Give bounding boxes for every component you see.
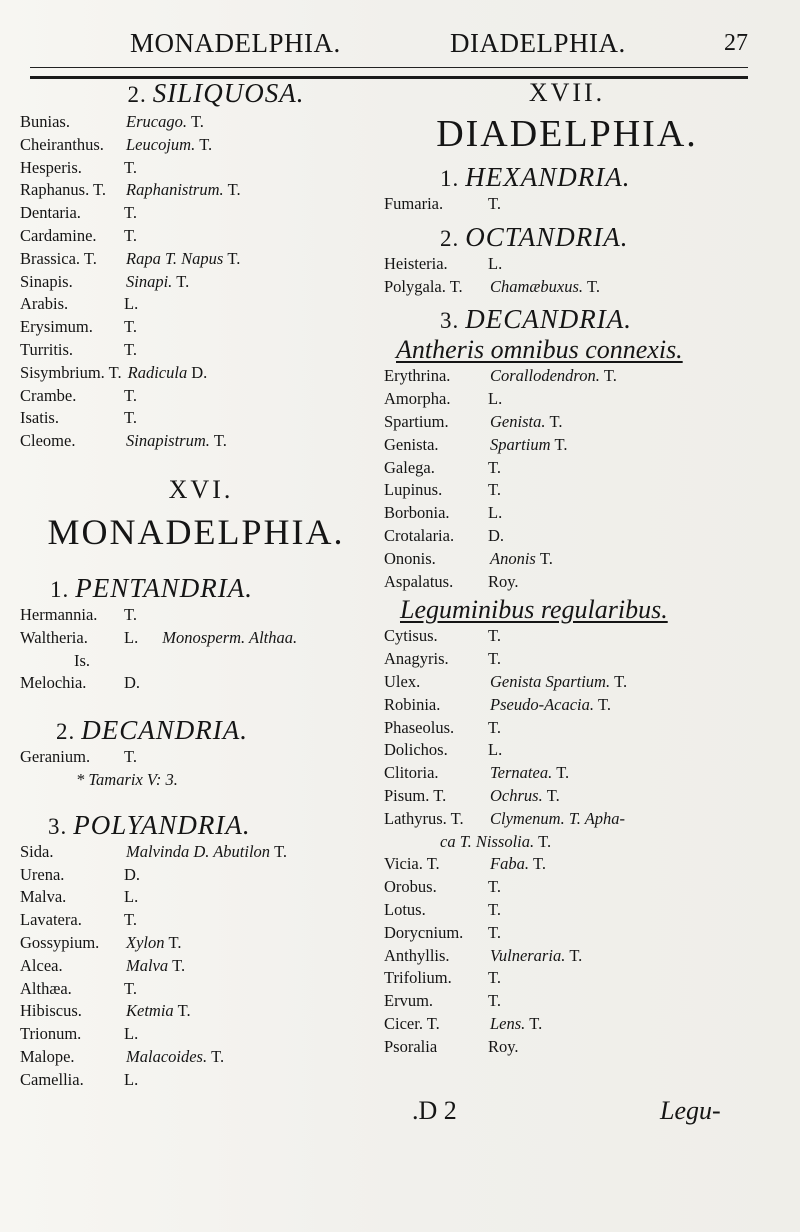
- order-number: 2.: [440, 225, 460, 251]
- authority: T.: [177, 1001, 191, 1021]
- synonym: Spartium: [490, 434, 551, 454]
- subheading-leguminibus: Leguminibus regularibus.: [400, 595, 668, 625]
- authority: T.: [124, 408, 137, 428]
- genus-name: Melochia.: [20, 673, 87, 693]
- genus-entry: [384, 571, 750, 594]
- genus-entry: [384, 502, 750, 525]
- genus-list-pentandria: [20, 604, 372, 695]
- page-number: 27: [724, 30, 748, 56]
- genus-name: Ervum.: [384, 991, 434, 1011]
- authority: T.: [556, 763, 570, 783]
- authority: T.: [227, 180, 241, 200]
- genus-name: Trionum.: [20, 1024, 82, 1044]
- genus-name: Alcea.: [20, 955, 63, 975]
- authority: D.: [191, 362, 208, 382]
- genus-entry: [20, 202, 372, 225]
- genus-list-polyandria: [20, 841, 372, 1092]
- subheading-antheris: Antheris omnibus connexis.: [396, 335, 683, 365]
- synonym: Raphanistrum.: [126, 180, 224, 200]
- genus-entry: [20, 111, 372, 134]
- synonym: Sinapi.: [126, 271, 173, 291]
- genus-name: Trifolium.: [384, 968, 452, 988]
- authority: T.: [569, 945, 583, 965]
- genus-entry: [384, 990, 750, 1013]
- genus-entry: [384, 899, 750, 922]
- authority: T.: [488, 899, 501, 919]
- synonym: Chamæbuxus.: [490, 276, 584, 296]
- genus-list-octandria: [384, 253, 750, 299]
- synonym: Clymenum. T. Apha-: [490, 808, 626, 828]
- genus-entry: [384, 193, 750, 216]
- authority: T.: [488, 649, 501, 669]
- genus-name: Lathyrus. T.: [384, 808, 464, 828]
- authority: T.: [488, 922, 501, 942]
- order-number: 1.: [50, 576, 70, 602]
- order-number: 3.: [48, 813, 68, 839]
- order-heading-pentandria: [20, 573, 372, 604]
- genus-name: Cytisus.: [384, 626, 438, 646]
- genus-entry: [384, 525, 750, 548]
- authority: T.: [549, 411, 563, 431]
- genus-name: Lupinus.: [384, 480, 443, 500]
- genus-name: Sisymbrium. T.: [20, 362, 122, 382]
- authority: D.: [488, 525, 505, 545]
- genus-name: Waltheria.: [20, 627, 88, 647]
- authority: T.: [168, 932, 182, 952]
- genus-entry: [384, 648, 750, 671]
- synonym: Leucojum.: [126, 134, 196, 154]
- genus-name: Erysimum.: [20, 317, 93, 337]
- authority: L.: [124, 1069, 139, 1089]
- authority: L.: [124, 627, 139, 647]
- genus-name: Phaseolus.: [384, 717, 455, 737]
- authority: T.: [124, 203, 137, 223]
- order-number: 1.: [440, 166, 460, 191]
- class-name: MONADELPHIA.: [47, 511, 345, 552]
- genus-entry: [384, 388, 750, 411]
- genus-name: Cardamine.: [20, 225, 97, 245]
- genus-name: Malope.: [20, 1046, 75, 1066]
- genus-entry: [20, 1046, 372, 1069]
- genus-entry: [20, 864, 372, 887]
- authority: T.: [213, 431, 227, 451]
- genus-name: Clitoria.: [384, 763, 439, 783]
- genus-entry: [384, 876, 750, 899]
- authority: T.: [227, 248, 241, 268]
- genus-entry: [20, 316, 372, 339]
- genus-entry: [20, 1000, 372, 1023]
- genus-name: Erythrina.: [384, 366, 451, 386]
- authority: T.: [124, 317, 137, 337]
- genus-entry: [384, 762, 750, 785]
- order-title: DECANDRIA.: [465, 304, 632, 335]
- genus-name: Fumaria.: [384, 194, 444, 213]
- genus-name: Ononis.: [384, 548, 436, 568]
- catchword: Legu-: [660, 1096, 721, 1125]
- genus-name: Raphanus. T.: [20, 180, 107, 200]
- genus-entry: [384, 411, 750, 434]
- authority: L.: [488, 253, 503, 273]
- genus-entry: [20, 248, 372, 271]
- genus-entry: [384, 1036, 750, 1059]
- genus-name: Lavatera.: [20, 910, 82, 930]
- genus-entry: [20, 385, 372, 408]
- genus-entry: [20, 978, 372, 1001]
- order-heading-decandria-left: [20, 715, 372, 746]
- authority: T.: [488, 991, 501, 1011]
- order-title: DECANDRIA.: [81, 715, 248, 746]
- authority: L.: [124, 294, 139, 314]
- genus-name: Amorpha.: [384, 389, 451, 409]
- genus-entry: [20, 225, 372, 248]
- authority: T.: [124, 385, 137, 405]
- authority: T.: [539, 548, 553, 568]
- authority: L.: [124, 887, 139, 907]
- order-heading-hexandria: [384, 162, 750, 193]
- genus-entry: [20, 769, 372, 792]
- authority: L.: [488, 740, 503, 760]
- class-numeral: XVI.: [168, 474, 234, 504]
- synonym: Ternatea.: [490, 763, 553, 783]
- genus-entry: [384, 276, 750, 299]
- header-rule: [30, 67, 748, 68]
- synonym: Erucago.: [126, 112, 187, 131]
- genus-entry: [384, 1013, 750, 1036]
- genus-entry: [384, 831, 750, 854]
- genus-name: Polygala. T.: [384, 276, 463, 296]
- authority: Roy.: [488, 1036, 519, 1056]
- genus-name: Robinia.: [384, 694, 441, 714]
- authority: L.: [488, 389, 503, 409]
- genus-name: Bunias.: [20, 112, 70, 131]
- authority: T.: [124, 910, 137, 930]
- genus-entry: [384, 671, 750, 694]
- genus-entry: [384, 479, 750, 502]
- genus-name: Crambe.: [20, 385, 77, 405]
- genus-name: Dentaria.: [20, 203, 81, 223]
- authority: T.: [274, 841, 288, 861]
- synonym: * Tamarix V: 3.: [76, 769, 178, 789]
- genus-name: Spartium.: [384, 411, 449, 431]
- class-numeral: XVII.: [528, 78, 606, 107]
- synonym: ca T. Nissolia.: [440, 831, 535, 851]
- genus-entry: [20, 339, 372, 362]
- authority: T.: [538, 831, 552, 851]
- genus-name: Lotus.: [384, 899, 426, 919]
- genus-name: Hermannia.: [20, 604, 98, 624]
- synonym: Ochrus.: [490, 785, 543, 805]
- genus-entry: [20, 362, 372, 385]
- genus-name: Galega.: [384, 457, 435, 477]
- genus-entry: [20, 650, 372, 673]
- authority: T.: [529, 1013, 543, 1033]
- genus-name: Vicia. T.: [384, 854, 440, 874]
- order-title: POLYANDRIA.: [73, 809, 251, 840]
- synonym: Pseudo-Acacia.: [490, 694, 595, 714]
- genus-name: Hesperis.: [20, 157, 82, 177]
- synonym: Malva: [126, 955, 169, 975]
- synonym-secondary: Monosperm. Althaa.: [162, 627, 298, 647]
- authority: T.: [488, 717, 501, 737]
- genus-name: Cicer. T.: [384, 1013, 440, 1033]
- genus-entry: [384, 945, 750, 968]
- genus-list-decandria-left: [20, 746, 372, 792]
- synonym: Genista.: [490, 411, 546, 431]
- genus-entry: [20, 1023, 372, 1046]
- authority: T.: [211, 1046, 225, 1066]
- genus-name: Orobus.: [384, 877, 437, 897]
- genus-entry: [20, 909, 372, 932]
- authority: T.: [488, 480, 501, 500]
- authority: T.: [199, 134, 213, 154]
- authority: D.: [124, 864, 141, 884]
- genus-name: Arabis.: [20, 294, 69, 314]
- genus-entry: [384, 457, 750, 480]
- genus-name: Turritis.: [20, 339, 74, 359]
- genus-entry: [384, 967, 750, 990]
- genus-name: Sida.: [20, 841, 54, 861]
- genus-entry: [384, 853, 750, 876]
- synonym: Radicula: [127, 362, 188, 382]
- genus-entry: [20, 604, 372, 627]
- genus-entry: [384, 717, 750, 740]
- genus-entry: [20, 293, 372, 316]
- genus-entry: [20, 157, 372, 180]
- genus-name: Borbonia.: [384, 503, 450, 523]
- genus-entry: [20, 271, 372, 294]
- authority: T.: [554, 434, 568, 454]
- order-heading-siliquosa: [20, 78, 372, 109]
- authority: T.: [603, 366, 617, 386]
- genus-entry: [20, 1069, 372, 1092]
- genus-entry: [20, 134, 372, 157]
- genus-entry: [20, 627, 372, 650]
- genus-name: Brassica. T.: [20, 248, 97, 268]
- genus-list-siliquosa: [20, 111, 372, 453]
- right-column: [384, 78, 750, 1059]
- genus-entry: [384, 365, 750, 388]
- header-right-title: DIADELPHIA.: [450, 28, 626, 58]
- genus-entry: [384, 253, 750, 276]
- synonym: Lens.: [490, 1013, 526, 1033]
- genus-entry: [20, 407, 372, 430]
- synonym: Anonis: [490, 548, 536, 568]
- genus-entry: [20, 841, 372, 864]
- genus-entry: [20, 746, 372, 769]
- authority: T.: [124, 604, 137, 624]
- authority: Is.: [74, 650, 91, 670]
- genus-entry: [20, 672, 372, 695]
- authority: T.: [488, 968, 501, 988]
- order-number: 2.: [56, 719, 76, 745]
- authority: L.: [488, 503, 503, 523]
- genus-name: Malva.: [20, 887, 67, 907]
- genus-entry: [384, 785, 750, 808]
- genus-name: Pisum. T.: [384, 785, 447, 805]
- authority: T.: [598, 694, 611, 714]
- authority: T.: [488, 194, 501, 213]
- genus-name: Camellia.: [20, 1069, 84, 1089]
- printer-signature: .D 2: [412, 1096, 457, 1125]
- genus-name: Geranium.: [20, 747, 91, 767]
- authority: T.: [587, 276, 601, 296]
- order-title: HEXANDRIA.: [465, 162, 631, 192]
- genus-name: Gossypium.: [20, 932, 100, 952]
- synonym: Ketmia: [126, 1001, 174, 1021]
- order-heading-polyandria: [20, 810, 372, 841]
- order-title: SILIQUOSA.: [152, 78, 305, 108]
- authority: L.: [124, 1024, 139, 1044]
- genus-entry: [384, 434, 750, 457]
- genus-entry: [384, 694, 750, 717]
- authority: T.: [190, 112, 204, 131]
- authority: T.: [546, 785, 560, 805]
- genus-entry: [20, 955, 372, 978]
- genus-name: Anagyris.: [384, 649, 449, 669]
- genus-entry: [20, 932, 372, 955]
- authority: T.: [172, 955, 186, 975]
- genus-name: Ulex.: [384, 671, 421, 691]
- left-column: [20, 78, 372, 1092]
- genus-name: Cleome.: [20, 431, 76, 451]
- running-header: [30, 26, 748, 79]
- genus-entry: [20, 886, 372, 909]
- authority: T.: [614, 671, 628, 691]
- genus-name: Isatis.: [20, 408, 59, 428]
- genus-name: Heisteria.: [384, 253, 448, 273]
- authority: T.: [124, 339, 137, 359]
- authority: D.: [124, 673, 141, 693]
- authority: T.: [176, 271, 190, 291]
- order-number: 3.: [440, 308, 460, 334]
- genus-name: Dolichos.: [384, 740, 448, 760]
- synonym: Corallodendron.: [490, 366, 600, 386]
- genus-name: Althæa.: [20, 978, 72, 998]
- genus-entry: [384, 739, 750, 762]
- synonym: Sinapistrum.: [126, 431, 210, 451]
- genus-entry: [384, 808, 750, 831]
- genus-list-decandria-right: [384, 365, 750, 593]
- order-heading-decandria-right: [384, 304, 750, 335]
- authority: Roy.: [488, 571, 519, 591]
- authority: T.: [124, 978, 137, 998]
- genus-name: Anthyllis.: [384, 945, 450, 965]
- order-heading-octandria: [384, 222, 750, 253]
- synonym: Faba.: [490, 854, 529, 874]
- genus-name: Dorycnium.: [384, 922, 464, 942]
- genus-name: Genista.: [384, 434, 439, 454]
- genus-list-leguminibus: [384, 625, 750, 1058]
- order-number: 2.: [127, 82, 147, 107]
- genus-name: Hibiscus.: [20, 1001, 82, 1021]
- genus-name: Cheiranthus.: [20, 134, 104, 154]
- authority: T.: [488, 457, 501, 477]
- genus-entry: [20, 179, 372, 202]
- authority: T.: [124, 157, 137, 177]
- genus-entry: [20, 430, 372, 453]
- genus-name: Crotalaria.: [384, 525, 455, 545]
- genus-entry: [384, 548, 750, 571]
- genus-entry: [384, 922, 750, 945]
- order-title: PENTANDRIA.: [75, 572, 253, 603]
- authority: T.: [124, 225, 137, 245]
- genus-list-hexandria: [384, 193, 750, 216]
- genus-name: Urena.: [20, 864, 65, 884]
- synonym: Rapa T. Napus: [126, 248, 224, 268]
- order-title: OCTANDRIA.: [465, 221, 629, 252]
- synonym: Vulneraria.: [490, 945, 566, 965]
- genus-name: Sinapis.: [20, 271, 73, 291]
- class-name: DIADELPHIA.: [436, 113, 698, 155]
- authority: T.: [532, 854, 546, 874]
- authority: T.: [488, 877, 501, 897]
- authority: T.: [124, 747, 137, 767]
- genus-entry: [384, 625, 750, 648]
- synonym: Malvinda D. Abutilon: [126, 841, 271, 861]
- synonym: Genista Spartium.: [490, 671, 611, 691]
- header-left-title: MONADELPHIA.: [130, 28, 341, 58]
- authority: T.: [488, 626, 501, 646]
- genus-name: Psoralia: [384, 1036, 438, 1056]
- genus-name: Aspalatus.: [384, 571, 454, 591]
- synonym: Xylon: [126, 932, 165, 952]
- synonym: Malacoides.: [126, 1046, 208, 1066]
